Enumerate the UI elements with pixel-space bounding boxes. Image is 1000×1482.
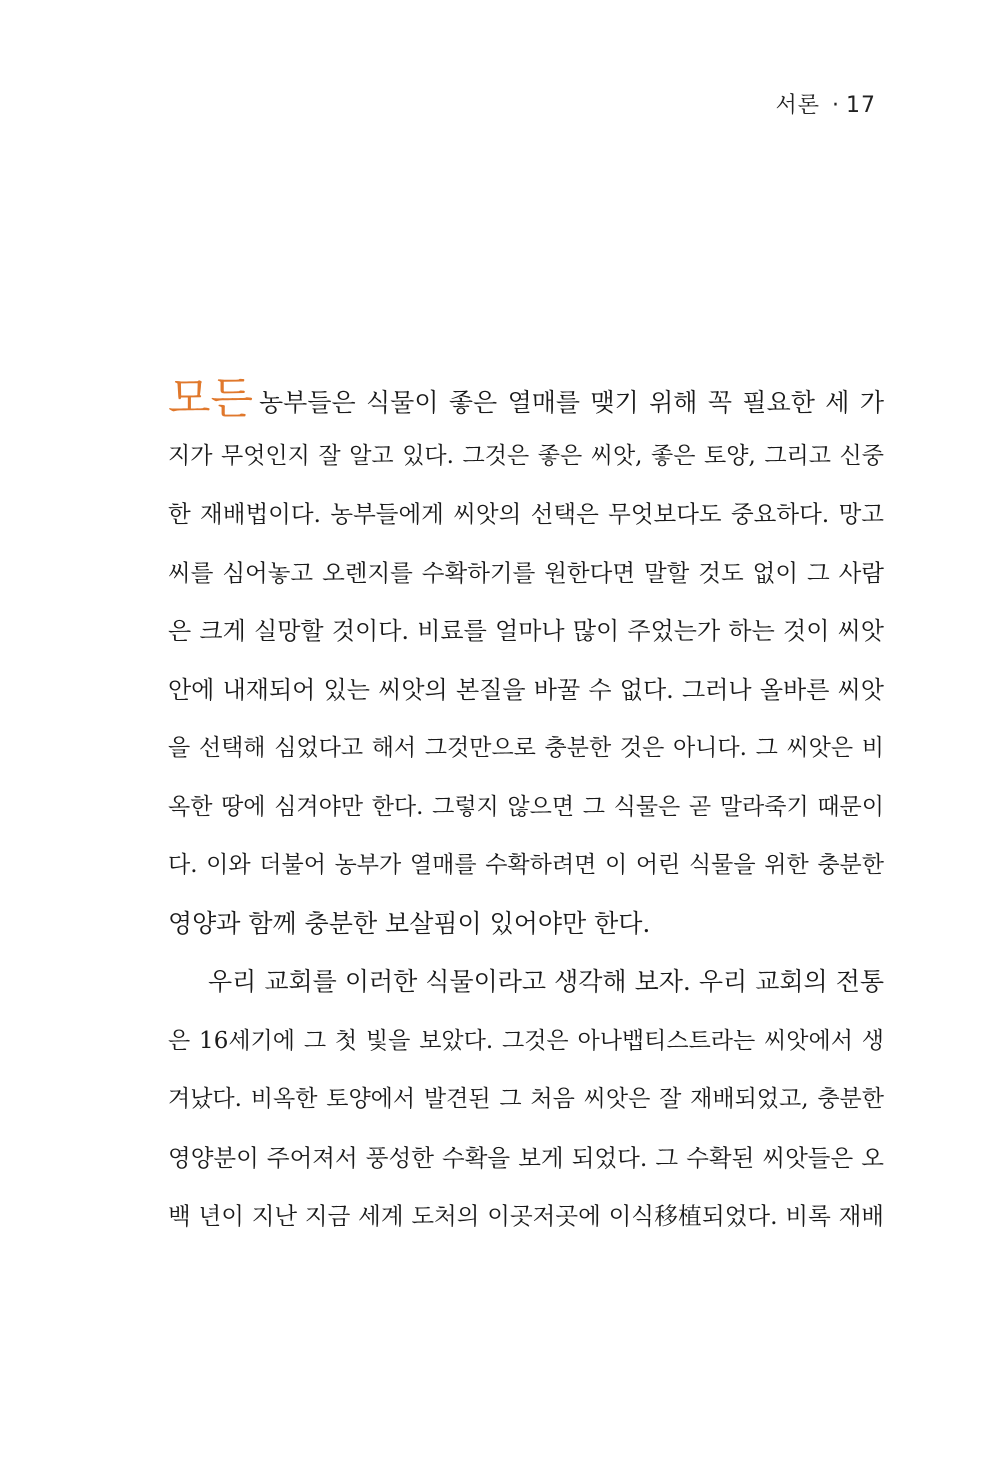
text-line: 겨났다. 비옥한 토양에서 발견된 그 처음 씨앗은 잘 재배되었고, 충분한 — [168, 1086, 884, 1112]
text-line: 은 크게 실망할 것이다. 비료를 얼마나 많이 주었는가 하는 것이 씨앗 — [168, 617, 884, 645]
line-text: 농부들은 식물이 좋은 열매를 맺기 위해 꼭 필요한 세 가 — [259, 388, 884, 417]
header-separator: · — [832, 93, 840, 118]
text-line — [168, 368, 884, 427]
text-line: 다. 이와 더불어 농부가 열매를 수확하려면 이 어린 식물을 위한 충분한 — [168, 852, 884, 878]
text-line: 씨를 심어놓고 오렌지를 수확하기를 원한다면 말할 것도 없이 그 사람 — [168, 558, 884, 587]
section-title: 서론 — [775, 93, 820, 118]
text-line: 영양분이 주어져서 풍성한 수확을 보게 되었다. 그 수확된 씨앗들은 오 — [168, 1143, 884, 1172]
running-head — [775, 88, 876, 119]
text-line: 지가 무엇인지 잘 알고 있다. 그것은 좋은 씨앗, 좋은 토양, 그리고 신중 — [168, 442, 884, 469]
text-line: 백 년이 지난 지금 세계 도처의 이곳저곳에 이식移植되었다. 비록 재배 — [168, 1202, 884, 1230]
page-number: 17 — [846, 93, 876, 118]
text-line: 안에 내재되어 있는 씨앗의 본질을 바꿀 수 없다. 그러나 올바른 씨앗 — [168, 675, 884, 704]
text-line: 우리 교회를 이러한 식물이라고 생각해 보자. 우리 교회의 전통 — [208, 967, 884, 996]
text-line: 을 선택해 심었다고 해서 그것만으로 충분한 것은 아니다. 그 씨앗은 비 — [168, 735, 884, 761]
text-line: 한 재배법이다. 농부들에게 씨앗의 선택은 무엇보다도 중요하다. 망고 — [168, 500, 884, 528]
text-line: 옥한 땅에 심겨야만 한다. 그렇지 않으면 그 식물은 곧 말라죽기 때문이 — [168, 793, 884, 820]
opening-word: 모든 — [168, 373, 254, 424]
text-line: 영양과 함께 충분한 보살핌이 있어야만 한다. — [168, 908, 651, 938]
text-line: 은 16세기에 그 첫 빛을 보았다. 그것은 아나뱁티스트라는 씨앗에서 생 — [168, 1027, 884, 1054]
body-text — [168, 368, 884, 1246]
